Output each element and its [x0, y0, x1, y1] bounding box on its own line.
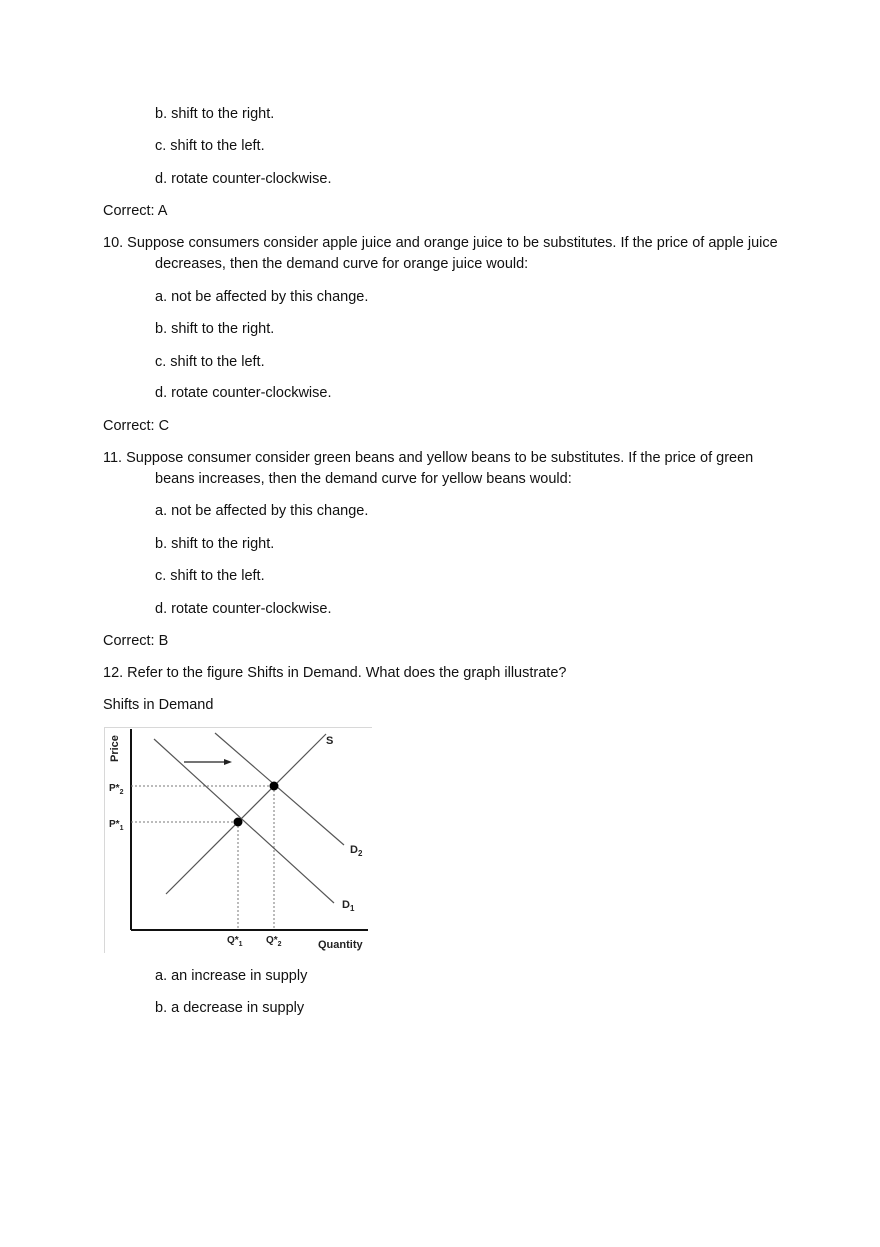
q9-option-b: b. shift to the right. — [155, 106, 275, 122]
q10-question-line1: 10. Suppose consumers consider apple juice and orange juice to be substitutes. If the price of apple juice — [103, 235, 778, 251]
q11-question — [103, 448, 783, 490]
q12-question: 12. Refer to the figure Shifts in Demand. What does the graph illustrate? — [103, 665, 567, 681]
figure-title: Shifts in Demand — [103, 697, 214, 713]
q9-option-d: d. rotate counter-clockwise. — [155, 171, 332, 187]
q11-option-b: b. shift to the right. — [155, 536, 275, 552]
q11-option-d: d. rotate counter-clockwise. — [155, 601, 332, 617]
q9-answer: Correct: A — [103, 203, 168, 219]
q10-option-c: c. shift to the left. — [155, 354, 265, 370]
q11-question-line2: beans increases, then the demand curve for yellow beans would: — [155, 471, 572, 487]
demand1-label: $D_1$ — [342, 899, 355, 913]
q11-option-a: a. not be affected by this change. — [155, 503, 369, 519]
q11-question-line1: 11. Suppose consumer consider green beans and yellow beans to be substitutes. If the price of green — [103, 450, 754, 466]
q12-option-b: b. a decrease in supply — [155, 1000, 305, 1016]
demand2-label: $D_2$ — [350, 844, 363, 858]
q12-option-a: a. an increase in supply — [155, 968, 308, 984]
price-p1-label: $P*_1$ — [109, 819, 124, 832]
equilibrium-point-2 — [270, 782, 279, 791]
price-p2-label: $P*_2$ — [109, 783, 124, 796]
quantity-q2-label: $Q*_2$ — [266, 935, 282, 948]
q10-answer: Correct: C — [103, 418, 170, 434]
q10-question-line2: decreases, then the demand curve for orange juice would: — [155, 256, 529, 272]
supply-label: S — [326, 735, 334, 747]
q10-option-b: b. shift to the right. — [155, 321, 275, 337]
q10-question — [103, 233, 783, 275]
q9-option-c: c. shift to the left. — [155, 138, 265, 154]
y-axis-label: Price — [109, 735, 121, 762]
shifts-in-demand-figure — [104, 727, 372, 953]
q10-option-d: d. rotate counter-clockwise. — [155, 385, 332, 401]
q10-option-a: a. not be affected by this change. — [155, 289, 369, 305]
q11-option-c: c. shift to the left. — [155, 568, 265, 584]
q11-answer: Correct: B — [103, 633, 169, 649]
x-axis-label: Quantity — [318, 939, 363, 951]
equilibrium-point-1 — [234, 818, 243, 827]
quantity-q1-label: $Q*_1$ — [227, 935, 243, 948]
